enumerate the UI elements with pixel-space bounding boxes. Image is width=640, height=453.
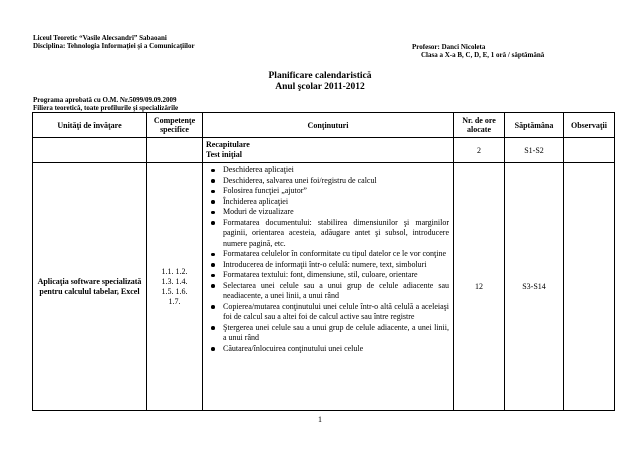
page-number: 1: [318, 415, 322, 424]
header-units: Unităţi de învăţare: [33, 113, 147, 138]
contents-list: [203, 165, 449, 354]
header-week: Săptămâna: [505, 113, 564, 138]
review-label: Recapitulare: [206, 140, 250, 149]
header-hours-line1: Nr. de ore: [462, 116, 496, 125]
review-competences-cell: [147, 138, 203, 163]
list-item: Formatarea celulelor în conformitate cu tipul datelor ce le vor conţine: [223, 249, 449, 260]
competences-line: 1.3. 1.4.: [161, 276, 188, 286]
table-row: [33, 163, 615, 411]
document-title: Planificare calendaristică: [268, 71, 372, 81]
list-item: Moduri de vizualizare: [223, 207, 449, 218]
list-item: Ştergerea unei celule sau a unui grup de celule adiacente, a unei linii, a unui rând: [223, 322, 449, 342]
table-header-row: [33, 113, 615, 138]
header-notes: Observaţii: [564, 113, 615, 138]
list-item: Deschiderea aplicaţiei: [223, 165, 449, 176]
competences-line: 1.7.: [168, 296, 181, 306]
unit-notes-cell: [564, 163, 615, 411]
discipline-line: Disciplina: Tehnologia Informaţiei şi a Comunicaţiilor: [33, 42, 195, 50]
list-item: Folosirea funcţiei „ajutor”: [223, 186, 449, 197]
list-item: Deschiderea, salvarea unei foi/registru de calcul: [223, 176, 449, 187]
list-item: Căutarea/înlocuirea conţinutului unei celule: [223, 344, 449, 355]
review-content-cell: [203, 138, 454, 163]
planning-table: [32, 112, 615, 411]
school-name: Liceul Teoretic “Vasile Alecsandri” Sabaoani: [33, 34, 167, 42]
header-hours-line2: alocate: [467, 125, 491, 134]
review-hours: 2: [454, 138, 505, 163]
review-notes-cell: [564, 138, 615, 163]
list-item: Închiderea aplicaţiei: [223, 197, 449, 208]
program-approval: Programa aprobată cu O.M. Nr.5099/09.09.2009: [33, 96, 177, 104]
classes-line: Clasa a X-a B, C, D, E, 1 oră / săptămână: [421, 51, 545, 59]
header-competences: [147, 113, 203, 138]
unit-name: Aplicaţia software specializată pentru calculul tabelar, Excel: [33, 163, 147, 411]
header-competences-line2: specifice: [160, 125, 189, 134]
stream-line: Filiera teoretică, toate profilurile şi specializările: [33, 104, 179, 112]
header-hours: [454, 113, 505, 138]
header-competences-line1: Competenţe: [153, 116, 196, 125]
list-item: Introducerea de informaţii într-o celulă: numere, text, simboluri: [223, 260, 449, 271]
list-item: Formatarea textului: font, dimensiune, stil, culoare, orientare: [223, 270, 449, 281]
competences-line: 1.1. 1.2.: [161, 266, 188, 276]
school-year: Anul şcolar 2011-2012: [275, 82, 365, 92]
table-row: [33, 138, 615, 163]
header-contents: Conţinuturi: [203, 113, 454, 138]
competences-line: 1.5. 1.6.: [161, 286, 188, 296]
unit-week: S3-S14: [505, 163, 564, 411]
unit-contents: [203, 163, 454, 411]
unit-hours: 12: [454, 163, 505, 411]
initial-test-label: Test iniţial: [206, 150, 242, 159]
list-item: Selectarea unei celule sau a unui grup de celule adiacente sau neadiacente, a unei linii, a unui rând: [223, 280, 449, 300]
review-unit-cell: [33, 138, 147, 163]
teacher-name: Profesor: Danci Nicoleta: [412, 43, 486, 51]
unit-competences: [147, 163, 203, 411]
review-week: S1-S2: [505, 138, 564, 163]
list-item: Copierea/mutarea conţinutului unei celule într-o altă celulă a aceleiaşi foi de calcul sau a altei foi de calcul active sau între registre: [223, 301, 449, 321]
list-item: Formatarea documentului: stabilirea dimensiunilor şi marginilor paginii, orientarea acesteia, adăugare antet şi subsol, introducere numere pagină, etc.: [223, 217, 449, 248]
